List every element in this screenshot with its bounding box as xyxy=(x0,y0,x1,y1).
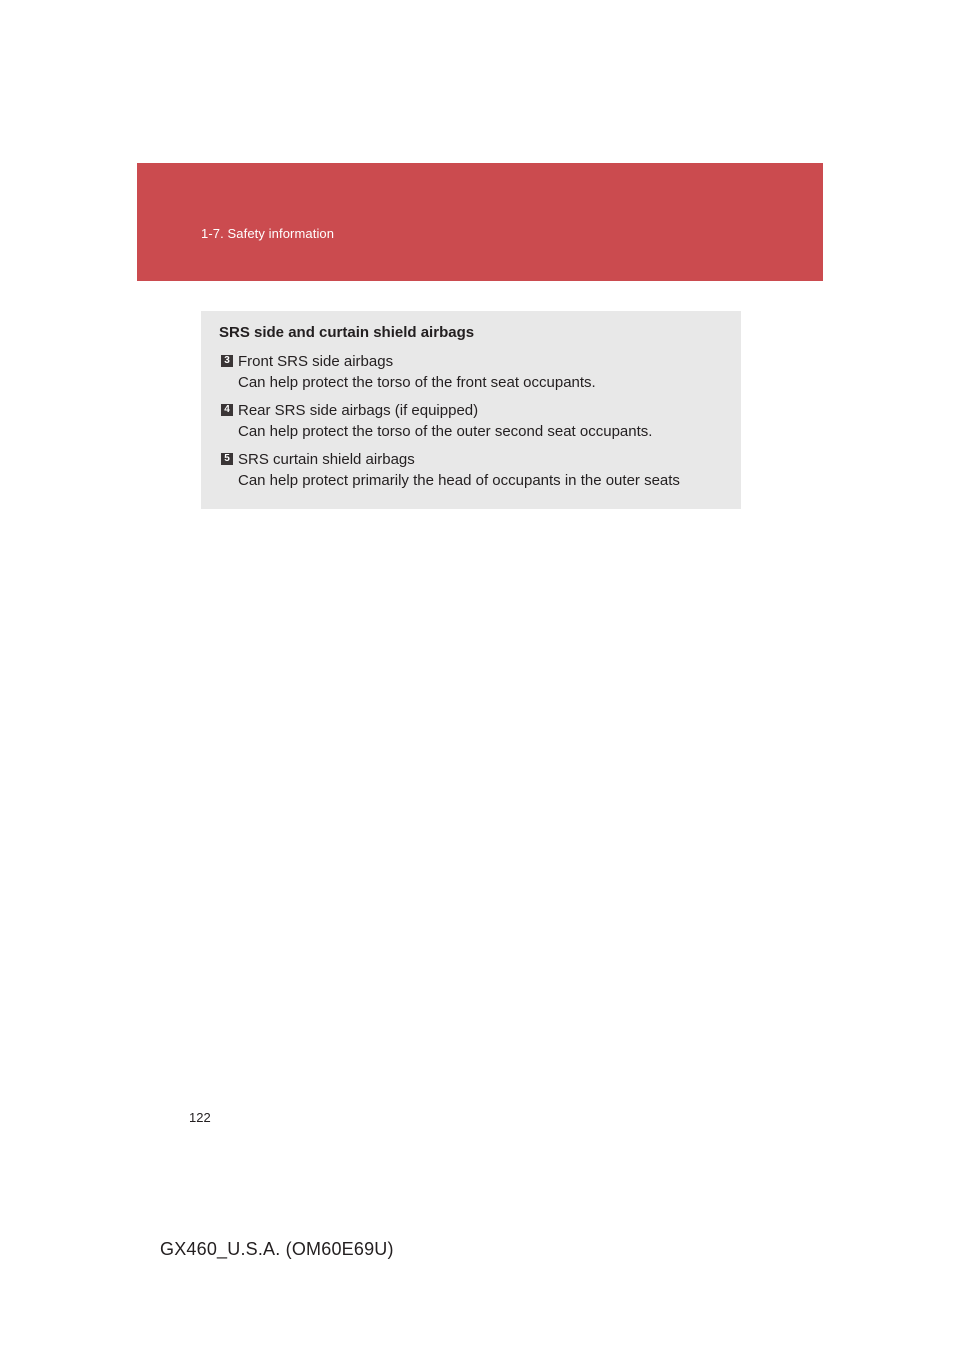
item-title: SRS curtain shield airbags xyxy=(238,451,415,468)
header-band xyxy=(137,163,823,281)
info-box xyxy=(201,311,741,509)
section-label: 1-7. Safety information xyxy=(201,226,335,241)
item-number-badge: 5 xyxy=(221,453,233,465)
item-number-badge: 3 xyxy=(221,355,233,367)
item-title: Front SRS side airbags xyxy=(238,353,394,370)
item-title: Rear SRS side airbags (if equipped) xyxy=(238,402,479,419)
item-description: Can help protect primarily the head of occupants in the outer seats xyxy=(238,472,680,489)
list-item xyxy=(219,351,723,393)
item-description: Can help protect the torso of the outer second seat occupants. xyxy=(238,423,653,440)
box-heading: SRS side and curtain shield airbags xyxy=(219,324,475,341)
list-item xyxy=(219,400,723,442)
page-number: 122 xyxy=(189,1110,211,1125)
document-code: GX460_U.S.A. (OM60E69U) xyxy=(160,1239,394,1259)
item-number-badge: 4 xyxy=(221,404,233,416)
list-item xyxy=(219,449,723,491)
item-description: Can help protect the torso of the front seat occupants. xyxy=(238,374,596,391)
